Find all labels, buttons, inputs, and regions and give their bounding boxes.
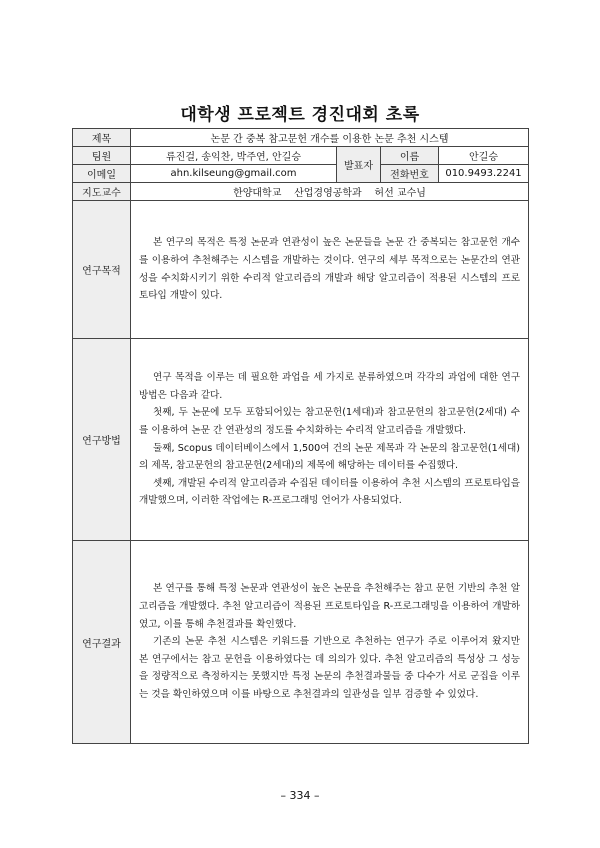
label-phone: 전화번호 <box>381 165 439 183</box>
section-purpose <box>131 201 529 339</box>
document-title: 대학생 프로젝트 경진대회 초록 <box>180 105 420 125</box>
label-result: 연구결과 <box>73 541 131 744</box>
section-method <box>131 339 529 541</box>
row-title <box>73 129 529 147</box>
purpose-paragraph: 본 연구의 목적은 특정 논문과 연관성이 높은 논문들을 논문 간 중복되는 참고문헌 개수를 이용하여 추천해주는 시스템을 개발하는 것이다. 연구의 세부 목적으로는 논문간의 연관성을 수치화시키기 위한 수리적 알고리즘의 개발과 해당 알고리즘이 적용된 시스템의 프로토타입 개발이 있다. <box>139 237 521 302</box>
label-advisor: 지도교수 <box>73 183 131 201</box>
value-email: ahn.kilseung@gmail.com <box>131 165 337 183</box>
label-presenter: 발표자 <box>337 147 381 183</box>
row-purpose <box>73 201 529 339</box>
row-result <box>73 541 529 744</box>
label-title: 제목 <box>73 129 131 147</box>
row-email <box>73 165 529 183</box>
label-name: 이름 <box>381 147 439 165</box>
abstract-form-table <box>72 128 529 744</box>
method-paragraph: 둘째, Scopus 데이터베이스에서 1,500여 건의 논문 제목과 각 논문의 참고문헌(1세대)의 제목, 참고문헌의 참고문헌(2세대)의 제목에 해당하는 데이터를 수집했다. <box>139 442 521 472</box>
value-team: 류진걸, 송익찬, 박주연, 안길승 <box>131 147 337 165</box>
value-phone: 010.9493.2241 <box>439 165 529 183</box>
label-team: 팀원 <box>73 147 131 165</box>
method-paragraph: 연구 목적을 이루는 데 필요한 과업을 세 가지로 분류하였으며 각각의 과업에 대한 연구방법은 다음과 같다. <box>139 372 521 401</box>
method-paragraph: 셋째, 개발된 수리적 알고리즘과 수집된 데이터를 이용하여 추천 시스템의 프로토타입을 개발했으며, 이러한 작업에는 R-프로그래밍 언어가 사용되었다. <box>139 477 521 507</box>
method-paragraph: 첫째, 두 논문에 모두 포함되어있는 참고문헌(1세대)과 참고문헌의 참고문헌(2세대) 수를 이용하여 논문 간 연관성의 정도를 수치화하는 수리적 알고리즘을 개발했다. <box>139 407 521 436</box>
row-advisor <box>73 183 529 201</box>
value-presenter-name: 안길승 <box>439 147 529 165</box>
label-purpose: 연구목적 <box>73 201 131 339</box>
result-paragraph: 기존의 논문 추천 시스템은 키워드를 기반으로 추천하는 연구가 주로 이루어져 왔지만 본 연구에서는 참고 문헌을 이용하였다는 데 의의가 있다. 추천 알고리즘의 특성상 그 성능을 정량적으로 측정하지는 못했지만 특정 논문의 추천결과물들 중 다수가 서로 군집을 이루는 것을 확인하였으며 이를 바탕으로 추천결과의 일관성을 일부 검증할 수 있었다. <box>139 636 521 700</box>
value-title: 논문 간 중복 참고문헌 개수를 이용한 논문 추천 시스템 <box>131 129 529 147</box>
page-number: – 334 – <box>280 789 320 802</box>
row-team <box>73 147 529 165</box>
value-advisor: 한양대학교 산업경영공학과 허선 교수님 <box>131 183 529 201</box>
label-method: 연구방법 <box>73 339 131 541</box>
row-method <box>73 339 529 541</box>
section-result <box>131 541 529 744</box>
label-email: 이메일 <box>73 165 131 183</box>
result-paragraph: 본 연구를 통해 특정 논문과 연관성이 높은 논문을 추천해주는 참고 문헌 기반의 추천 알고리즘을 개발했다. 추천 알고리즘이 적용된 프로토타입을 R-프로그래밍을 이용하여 개발하였고, 이를 통해 추천결과를 확인했다. <box>139 583 521 630</box>
